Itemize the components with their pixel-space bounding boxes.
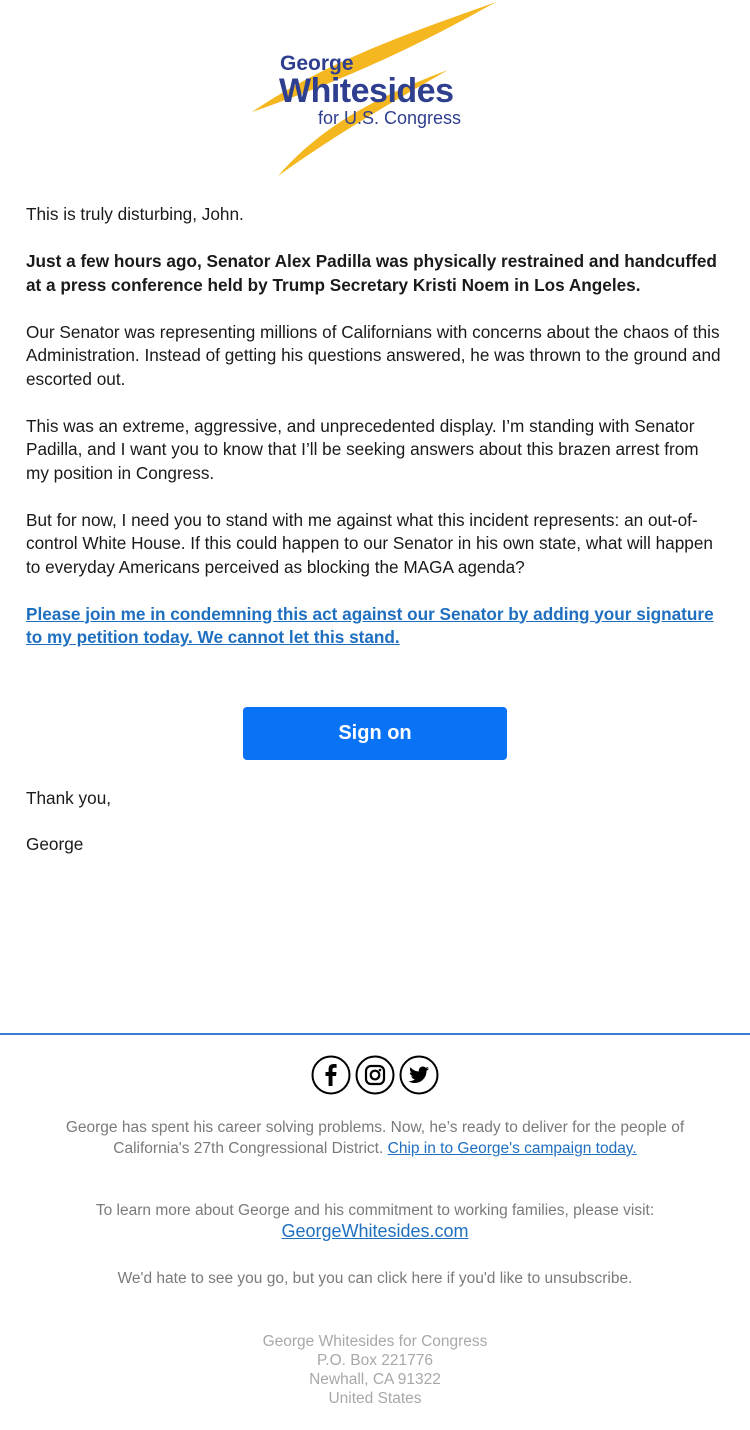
address-box: P.O. Box 221776: [316, 1352, 434, 1369]
lead-paragraph: [26, 250, 726, 297]
chip-in-link[interactable]: Chip in to George's campaign today.: [387, 1140, 637, 1157]
footer-divider: [0, 1033, 750, 1035]
campaign-logo: [248, 0, 500, 180]
facebook-icon[interactable]: [311, 1055, 351, 1095]
twitter-icon[interactable]: [399, 1055, 439, 1095]
address-city: Newhall, CA 91322: [309, 1371, 441, 1388]
footer-learn-more: [60, 1200, 690, 1243]
paragraph-2: This was an extreme, aggressive, and unprecedented display. I’m standing with Senator Padilla, and I want you to know that I’ll be seeking answers about this brazen arrest from my position in Congress.: [26, 415, 699, 483]
logo-tagline: for U.S. Congress: [318, 108, 462, 128]
mailing-address: [0, 1332, 750, 1408]
sign-on-button[interactable]: Sign on: [243, 707, 507, 760]
petition-link-paragraph: [26, 603, 726, 650]
email-body: [26, 203, 726, 673]
social-links: [311, 1055, 441, 1097]
logo-first-name: George: [280, 52, 354, 75]
footer-blurb-text: George has spent his career solving problems. Now, he’s ready to deliver for the people of California's 27th Congressional District.: [65, 1119, 685, 1157]
closing-text: Thank you,: [26, 788, 112, 808]
address-org: George Whitesides for Congress: [262, 1333, 488, 1350]
instagram-icon[interactable]: [355, 1055, 395, 1095]
greeting: This is truly disturbing, John.: [26, 204, 244, 224]
lead-bold-text: Just a few hours ago, Senator Alex Padilla was physically restrained and handcuffed at a press conference held by Trump Secretary Kristi Noem in Los Angeles.: [26, 251, 717, 295]
signature: George: [26, 834, 84, 854]
paragraph-1: Our Senator was representing millions of Californians with concerns about the chaos of this Administration. Instead of getting his questions answered, he was thrown to the ground and escorted out.: [26, 321, 721, 389]
paragraph-3: But for now, I need you to stand with me against what this incident represents: an out-of-control White House. If this could happen to our Senator in his own state, what will happen to everyday Americans perceived as blocking the MAGA agenda?: [26, 509, 713, 577]
logo-last-name: Whitesides: [279, 72, 454, 110]
website-link[interactable]: GeorgeWhitesides.com: [281, 1221, 469, 1241]
footer-blurb: [60, 1117, 690, 1159]
learn-more-text: To learn more about George and his commitment to working families, please visit:: [95, 1202, 655, 1219]
unsubscribe-link[interactable]: We'd hate to see you go, but you can click here if you'd like to unsubscribe.: [117, 1270, 633, 1287]
address-country: United States: [328, 1390, 422, 1407]
petition-link[interactable]: Please join me in condemning this act against our Senator by adding your signature to my petition today. We cannot let this stand.: [26, 603, 714, 647]
